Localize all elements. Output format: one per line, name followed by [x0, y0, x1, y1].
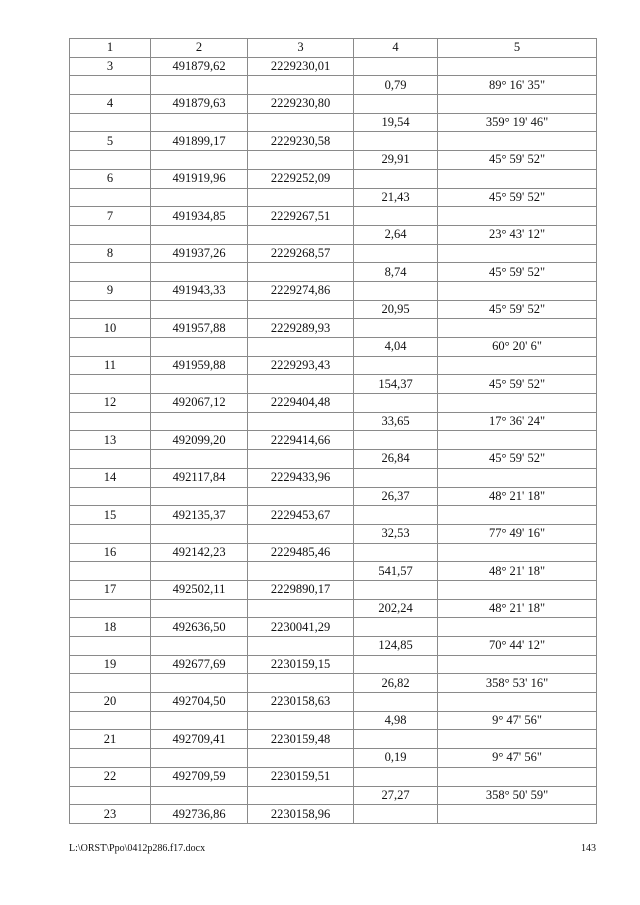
table-cell-col-5	[438, 281, 597, 300]
coordinates-table	[69, 38, 597, 824]
table-cell-col-3: 2229404,48	[248, 394, 354, 413]
table-cell-col-4: 124,85	[354, 637, 438, 656]
table-row	[70, 580, 597, 599]
table-cell-col-2: 491957,88	[151, 319, 248, 338]
table-cell-col-3: 2229890,17	[248, 580, 354, 599]
table-cell-col-2	[151, 599, 248, 618]
table-cell-col-5: 48° 21' 18"	[438, 487, 597, 506]
table-cell-col-4	[354, 618, 438, 637]
table-cell-col-1	[70, 188, 151, 207]
table-cell-col-2: 492135,37	[151, 506, 248, 525]
table-row	[70, 188, 597, 207]
table-cell-col-1: 18	[70, 618, 151, 637]
table-row	[70, 562, 597, 581]
table-cell-col-4	[354, 169, 438, 188]
table-cell-col-2: 492736,86	[151, 805, 248, 824]
table-cell-col-4	[354, 95, 438, 114]
table-cell-col-3: 2230159,15	[248, 655, 354, 674]
table-cell-col-2: 492636,50	[151, 618, 248, 637]
table-cell-col-1	[70, 487, 151, 506]
table-cell-col-2	[151, 375, 248, 394]
table-row	[70, 95, 597, 114]
table-row	[70, 300, 597, 319]
table-row	[70, 450, 597, 469]
table-cell-col-1: 5	[70, 132, 151, 151]
table-cell-col-1: 6	[70, 169, 151, 188]
table-row	[70, 674, 597, 693]
table-cell-col-3	[248, 188, 354, 207]
table-cell-col-4: 26,37	[354, 487, 438, 506]
table-cell-col-3	[248, 562, 354, 581]
table-cell-col-5: 9° 47' 56"	[438, 749, 597, 768]
table-cell-col-4	[354, 319, 438, 338]
table-cell-col-2	[151, 749, 248, 768]
table-cell-col-4	[354, 693, 438, 712]
table-cell-col-2	[151, 76, 248, 95]
table-cell-col-1	[70, 711, 151, 730]
table-cell-col-4	[354, 655, 438, 674]
table-cell-col-5	[438, 356, 597, 375]
table-cell-col-5	[438, 693, 597, 712]
table-cell-col-5: 89° 16' 35"	[438, 76, 597, 95]
table-cell-col-3	[248, 225, 354, 244]
table-cell-col-1	[70, 113, 151, 132]
table-cell-col-3: 2230158,63	[248, 693, 354, 712]
table-cell-col-4: 0,19	[354, 749, 438, 768]
table-cell-col-1: 3	[70, 57, 151, 76]
table-cell-col-3	[248, 338, 354, 357]
table-cell-col-4: 32,53	[354, 524, 438, 543]
table-cell-col-2: 492502,11	[151, 580, 248, 599]
table-cell-col-5	[438, 394, 597, 413]
table-cell-col-2: 491959,88	[151, 356, 248, 375]
table-row	[70, 749, 597, 768]
table-cell-col-2	[151, 188, 248, 207]
table-cell-col-5	[438, 431, 597, 450]
table-cell-col-3: 2229267,51	[248, 207, 354, 226]
table-row	[70, 151, 597, 170]
table-row	[70, 767, 597, 786]
table-cell-col-4	[354, 805, 438, 824]
table-cell-col-5: 45° 59' 52"	[438, 151, 597, 170]
table-cell-col-3: 2230158,96	[248, 805, 354, 824]
table-cell-col-4: 4,04	[354, 338, 438, 357]
table-cell-col-3	[248, 637, 354, 656]
table-cell-col-2	[151, 637, 248, 656]
table-cell-col-4	[354, 543, 438, 562]
table-row	[70, 207, 597, 226]
table-cell-col-2	[151, 151, 248, 170]
table-cell-col-4: 33,65	[354, 412, 438, 431]
table-cell-col-5	[438, 95, 597, 114]
table-cell-col-4	[354, 132, 438, 151]
table-cell-col-3	[248, 524, 354, 543]
table-row	[70, 244, 597, 263]
table-cell-col-1: 19	[70, 655, 151, 674]
table-cell-col-2	[151, 263, 248, 282]
table-cell-col-1	[70, 674, 151, 693]
table-row	[70, 805, 597, 824]
table-cell-col-1	[70, 524, 151, 543]
table-cell-col-2	[151, 674, 248, 693]
table-cell-col-1: 15	[70, 506, 151, 525]
table-cell-col-1: 14	[70, 468, 151, 487]
table-cell-col-4: 0,79	[354, 76, 438, 95]
table-row	[70, 599, 597, 618]
table-cell-col-1: 12	[70, 394, 151, 413]
table-row	[70, 468, 597, 487]
table-body	[70, 57, 597, 823]
table-cell-col-4: 8,74	[354, 263, 438, 282]
table-row	[70, 506, 597, 525]
table-cell-col-5: 77° 49' 16"	[438, 524, 597, 543]
table-cell-col-5: 45° 59' 52"	[438, 375, 597, 394]
table-cell-col-1: 11	[70, 356, 151, 375]
table-cell-col-1	[70, 338, 151, 357]
table-cell-col-3: 2229268,57	[248, 244, 354, 263]
table-row	[70, 356, 597, 375]
table-cell-col-3: 2229289,93	[248, 319, 354, 338]
table-cell-col-5: 70° 44' 12"	[438, 637, 597, 656]
header-col-1: 1	[70, 39, 151, 58]
table-cell-col-3	[248, 113, 354, 132]
table-cell-col-3	[248, 300, 354, 319]
table-cell-col-1	[70, 76, 151, 95]
table-cell-col-4	[354, 506, 438, 525]
table-cell-col-3: 2229293,43	[248, 356, 354, 375]
table-cell-col-1	[70, 375, 151, 394]
table-cell-col-2	[151, 524, 248, 543]
table-row	[70, 618, 597, 637]
table-cell-col-2: 492709,41	[151, 730, 248, 749]
table-cell-col-4: 4,98	[354, 711, 438, 730]
table-cell-col-1: 8	[70, 244, 151, 263]
table-cell-col-4	[354, 468, 438, 487]
table-cell-col-1: 16	[70, 543, 151, 562]
table-cell-col-3: 2230041,29	[248, 618, 354, 637]
table-cell-col-4	[354, 394, 438, 413]
table-cell-col-5	[438, 655, 597, 674]
table-row	[70, 711, 597, 730]
table-cell-col-2: 492709,59	[151, 767, 248, 786]
table-cell-col-5: 358° 53' 16"	[438, 674, 597, 693]
table-cell-col-4	[354, 57, 438, 76]
table-cell-col-5: 48° 21' 18"	[438, 599, 597, 618]
table-cell-col-5: 23° 43' 12"	[438, 225, 597, 244]
table-cell-col-1: 10	[70, 319, 151, 338]
table-cell-col-5	[438, 132, 597, 151]
table-cell-col-2: 492704,50	[151, 693, 248, 712]
table-cell-col-2: 492142,23	[151, 543, 248, 562]
table-row	[70, 786, 597, 805]
table-cell-col-5: 45° 59' 52"	[438, 300, 597, 319]
table-cell-col-3: 2230159,48	[248, 730, 354, 749]
table-cell-col-2: 491919,96	[151, 169, 248, 188]
table-cell-col-1	[70, 749, 151, 768]
table-cell-col-2: 491879,62	[151, 57, 248, 76]
table-cell-col-5: 358° 50' 59"	[438, 786, 597, 805]
table-cell-col-3	[248, 599, 354, 618]
table-row	[70, 57, 597, 76]
header-col-4: 4	[354, 39, 438, 58]
table-cell-col-3: 2229453,67	[248, 506, 354, 525]
table-cell-col-5	[438, 618, 597, 637]
table-cell-col-4: 27,27	[354, 786, 438, 805]
table-cell-col-3	[248, 412, 354, 431]
table-cell-col-2: 491879,63	[151, 95, 248, 114]
table-cell-col-2	[151, 450, 248, 469]
table-cell-col-4	[354, 431, 438, 450]
table-cell-col-1	[70, 450, 151, 469]
table-cell-col-4: 26,84	[354, 450, 438, 469]
table-cell-col-5	[438, 580, 597, 599]
table-cell-col-5: 45° 59' 52"	[438, 450, 597, 469]
table-cell-col-1: 23	[70, 805, 151, 824]
table-row	[70, 319, 597, 338]
table-cell-col-1	[70, 786, 151, 805]
table-cell-col-4	[354, 207, 438, 226]
table-cell-col-2	[151, 711, 248, 730]
table-cell-col-5	[438, 767, 597, 786]
table-row	[70, 412, 597, 431]
table-cell-col-2: 492099,20	[151, 431, 248, 450]
table-row	[70, 431, 597, 450]
table-row	[70, 263, 597, 282]
table-cell-col-5	[438, 319, 597, 338]
table-cell-col-2	[151, 225, 248, 244]
table-cell-col-3	[248, 674, 354, 693]
table-cell-col-4: 19,54	[354, 113, 438, 132]
table-cell-col-2: 491937,26	[151, 244, 248, 263]
table-cell-col-3: 2229414,66	[248, 431, 354, 450]
table-cell-col-1	[70, 412, 151, 431]
table-row	[70, 113, 597, 132]
table-cell-col-4	[354, 580, 438, 599]
table-cell-col-5	[438, 207, 597, 226]
table-cell-col-2	[151, 113, 248, 132]
table-cell-col-1	[70, 562, 151, 581]
table-cell-col-2: 491943,33	[151, 281, 248, 300]
table-cell-col-2: 491899,17	[151, 132, 248, 151]
table-cell-col-1: 9	[70, 281, 151, 300]
table-cell-col-1: 22	[70, 767, 151, 786]
table-row	[70, 394, 597, 413]
table-cell-col-1: 17	[70, 580, 151, 599]
table-cell-col-3	[248, 749, 354, 768]
table-row	[70, 169, 597, 188]
header-col-3: 3	[248, 39, 354, 58]
table-cell-col-3: 2229433,96	[248, 468, 354, 487]
table-row	[70, 338, 597, 357]
table-cell-col-4: 21,43	[354, 188, 438, 207]
table-cell-col-4: 202,24	[354, 599, 438, 618]
table-row	[70, 730, 597, 749]
table-cell-col-5	[438, 244, 597, 263]
table-cell-col-3	[248, 711, 354, 730]
table-cell-col-3: 2229252,09	[248, 169, 354, 188]
table-cell-col-4	[354, 356, 438, 375]
table-cell-col-1	[70, 637, 151, 656]
table-cell-col-3	[248, 786, 354, 805]
table-cell-col-3: 2229485,46	[248, 543, 354, 562]
table-cell-col-3: 2229274,86	[248, 281, 354, 300]
table-row	[70, 487, 597, 506]
table-row	[70, 524, 597, 543]
table-cell-col-4	[354, 244, 438, 263]
table-cell-col-3	[248, 151, 354, 170]
table-cell-col-5: 45° 59' 52"	[438, 188, 597, 207]
table-cell-col-5	[438, 169, 597, 188]
table-cell-col-2: 492677,69	[151, 655, 248, 674]
table-cell-col-3	[248, 375, 354, 394]
table-cell-col-4	[354, 730, 438, 749]
table-cell-col-3	[248, 76, 354, 95]
table-cell-col-4: 541,57	[354, 562, 438, 581]
table-cell-col-1	[70, 263, 151, 282]
table-cell-col-3: 2230159,51	[248, 767, 354, 786]
table-cell-col-1	[70, 599, 151, 618]
table-cell-col-4: 29,91	[354, 151, 438, 170]
table-cell-col-3: 2229230,80	[248, 95, 354, 114]
table-row	[70, 132, 597, 151]
table-cell-col-5: 45° 59' 52"	[438, 263, 597, 282]
table-cell-col-1	[70, 300, 151, 319]
table-row	[70, 637, 597, 656]
table-cell-col-4	[354, 281, 438, 300]
table-cell-col-5	[438, 468, 597, 487]
table-cell-col-5	[438, 730, 597, 749]
table-cell-col-3: 2229230,58	[248, 132, 354, 151]
table-cell-col-5	[438, 543, 597, 562]
table-cell-col-4: 26,82	[354, 674, 438, 693]
table-cell-col-4: 154,37	[354, 375, 438, 394]
table-row	[70, 693, 597, 712]
table-cell-col-5: 359° 19' 46"	[438, 113, 597, 132]
table-cell-col-3	[248, 263, 354, 282]
table-cell-col-2: 492067,12	[151, 394, 248, 413]
table-cell-col-5: 17° 36' 24"	[438, 412, 597, 431]
table-cell-col-5: 9° 47' 56"	[438, 711, 597, 730]
table-cell-col-1: 20	[70, 693, 151, 712]
table-row	[70, 375, 597, 394]
table-row	[70, 76, 597, 95]
table-cell-col-5	[438, 805, 597, 824]
table-cell-col-5	[438, 57, 597, 76]
table-cell-col-4: 2,64	[354, 225, 438, 244]
table-cell-col-1	[70, 225, 151, 244]
table-header-row	[70, 39, 597, 58]
table-cell-col-3	[248, 487, 354, 506]
table-cell-col-1: 13	[70, 431, 151, 450]
table-cell-col-2	[151, 300, 248, 319]
table-cell-col-4	[354, 767, 438, 786]
page-number: 143	[581, 843, 596, 854]
table-cell-col-2	[151, 487, 248, 506]
footer-file-path: L:\ORST\Ppo\0412p286.f17.docx	[69, 843, 206, 854]
table-cell-col-2	[151, 562, 248, 581]
table-cell-col-5: 60° 20' 6"	[438, 338, 597, 357]
table-row	[70, 225, 597, 244]
table-cell-col-5: 48° 21' 18"	[438, 562, 597, 581]
table-cell-col-2	[151, 412, 248, 431]
table-row	[70, 281, 597, 300]
table-cell-col-2	[151, 786, 248, 805]
table-cell-col-2	[151, 338, 248, 357]
table-cell-col-5	[438, 506, 597, 525]
table-cell-col-4: 20,95	[354, 300, 438, 319]
header-col-2: 2	[151, 39, 248, 58]
table-cell-col-2: 491934,85	[151, 207, 248, 226]
table-cell-col-1	[70, 151, 151, 170]
table-row	[70, 543, 597, 562]
table-cell-col-1: 21	[70, 730, 151, 749]
table-cell-col-1: 4	[70, 95, 151, 114]
table-row	[70, 655, 597, 674]
table-cell-col-1: 7	[70, 207, 151, 226]
coordinates-table-container	[69, 38, 596, 824]
table-cell-col-3: 2229230,01	[248, 57, 354, 76]
table-cell-col-2: 492117,84	[151, 468, 248, 487]
header-col-5: 5	[438, 39, 597, 58]
table-cell-col-3	[248, 450, 354, 469]
